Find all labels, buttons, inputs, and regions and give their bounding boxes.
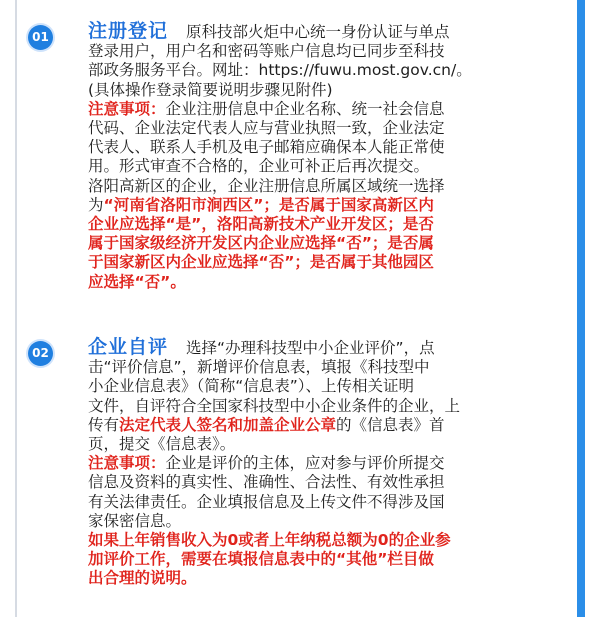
step-2-line-13: 出合理的说明。 [88,569,197,588]
step-2-title: 企业自评 [88,336,169,358]
step-1-line-14: 应选择“否”。 [88,272,186,291]
step-1-region-prefix: 为 [88,195,104,214]
step-2-section [32,336,550,589]
step-2-line-8: 信息及资料的真实性、准确性、合法性、有效性承担 [88,473,445,492]
step-2-line-4: 文件，自评符合全国家科技型中小企业条件的企业，上 [88,396,461,415]
step-1-line-8: 用。形式审查不合格的，企业可补正后再次提交。 [88,157,430,176]
step-2-line-2: 击“评价信息”，新增评价信息表，填报《科技型中 [88,358,430,377]
step-1-intro: 原科技部火炬中心统一身份认证与单点 [186,23,450,41]
step-1-line-13: 于国家新区内企业应选择“否”；是否属于其他园区 [88,253,434,272]
step-1-region-red: “河南省洛阳市涧西区”；是否属于国家高新区内 [103,195,434,214]
step-1-section [32,20,550,292]
step-2-upload-red: 法定代表人签名和加盖企业公章 [119,415,337,434]
step-2-line-12: 加评价工作，需要在填报信息表中的“其他”栏目做 [88,550,434,569]
step-2-notice-text: 企业是评价的主体，应对参与评价所提交 [165,454,445,473]
step-1-notice-label: 注意事项： [88,99,166,118]
step-2-upload-suffix: 的《信息表》首 [336,415,445,434]
right-accent-bar [577,0,585,617]
step-1-notice-text: 企业注册信息中企业名称、统一社会信息 [165,99,445,118]
step-1-line-7: 代表人、联系人手机及电子邮箱应确保本人能正常使 [88,138,445,157]
step-1-line-11: 企业应选择“是”，洛阳高新技术产业开发区；是否 [88,215,434,234]
step-1-line-4: (具体操作登录简要说明步骤见附件) [88,80,333,99]
step-1-line-1 [50,22,550,42]
step-1-line-9: 洛阳高新区的企业，企业注册信息所属区域统一选择 [88,176,445,195]
step-2-line-9: 有关法律责任。企业填报信息及上传文件不得涉及国 [88,492,445,511]
step-1-line-6: 代码、企业法定代表人应与营业执照一致，企业法定 [88,119,445,138]
step-2-upload-prefix: 传有 [88,415,120,434]
step-2-intro: 选择“办理科技型中小企业评价”，点 [186,339,435,357]
step-1-line-10 [50,196,550,215]
step-2-notice-label: 注意事项： [88,454,166,473]
step-2-line-3: 小企业信息表》（简称“信息表”）、上传相关证明 [88,377,415,396]
step-2-line-11: 如果上年销售收入为0或者上年纳税总额为0的企业参 [88,531,451,550]
step-1-badge: 01 [28,25,53,50]
step-1-line-2: 登录用户，用户名和密码等账户信息均已同步至科技 [88,42,445,61]
left-divider [15,0,17,617]
step-2-line-10: 家保密信息。 [88,511,182,530]
step-1-line-3: 部政务服务平台。网址：https://fuwu.most.gov.cn/。 [88,61,472,80]
step-2-line-6: 页，提交《信息表》。 [88,435,236,454]
step-1-line-5 [50,100,550,119]
step-1-title: 注册登记 [88,20,169,42]
step-1-line-12: 属于国家级经济开发区内企业应选择“否”；是否属 [88,234,434,253]
step-2-badge: 02 [28,341,53,366]
step-2-line-5 [50,416,550,435]
step-2-line-1 [50,338,550,358]
step-2-line-7 [50,454,550,473]
